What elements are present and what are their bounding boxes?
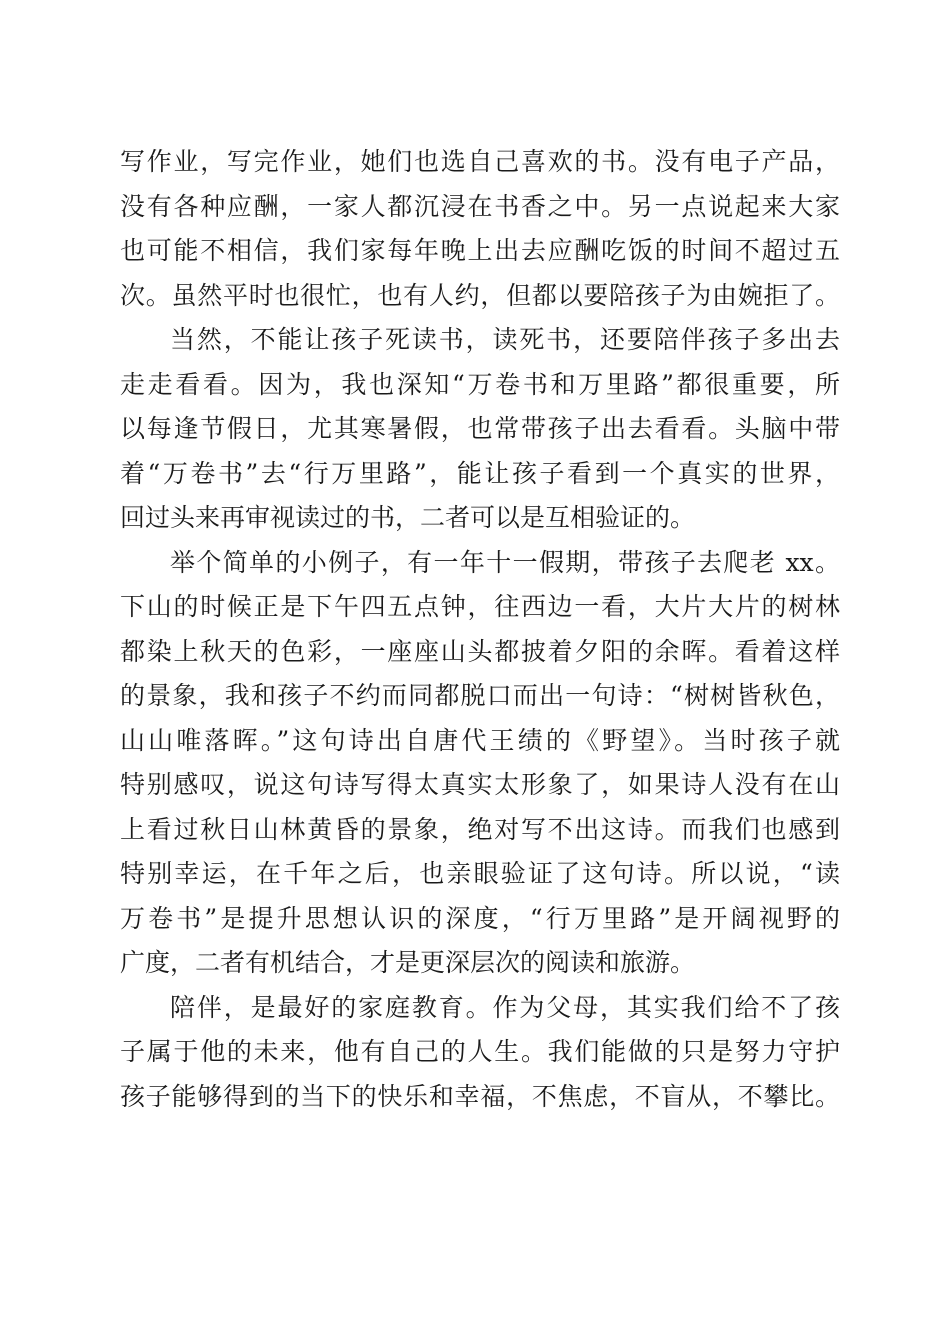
- paragraph-1-line-2: 没有各种应酬，一家人都沉浸在书香之中。另一点说起来大家: [120, 191, 840, 221]
- paragraph-1-line-4: 次。虽然平时也很忙，也有人约，但都以要陪孩子为由婉拒了。: [120, 280, 840, 310]
- paragraph-3-line-8: 特别幸运，在千年之后，也亲眼验证了这句诗。所以说，“读: [120, 859, 840, 888]
- paragraph-3-line-3: 都染上秋天的色彩，一座座山头都披着夕阳的余晖。看着这样: [120, 636, 840, 666]
- paragraph-3-line-6: 特别感叹，说这句诗写得太真实太形象了，如果诗人没有在山: [120, 770, 840, 799]
- paragraph-1-line-1: 写作业，写完作业，她们也选自己喜欢的书。没有电子产品，: [120, 147, 840, 176]
- paragraph-2-line-5: 回过头来再审视读过的书，二者可以是互相验证的。: [120, 503, 696, 532]
- paragraph-2-line-3: 以每逢节假日，尤其寒暑假，也常带孩子出去看看。头脑中带: [120, 414, 840, 443]
- paragraph-3-line-9: 万卷书”是提升思想认识的深度，“行万里路”是开阔视野的: [120, 903, 840, 933]
- paragraph-3-line-10: 广度，二者有机结合，才是更深层次的阅读和旅游。: [120, 948, 696, 977]
- paragraph-3-line-4: 的景象，我和孩子不约而同都脱口而出一句诗：“树树皆秋色，: [120, 681, 840, 710]
- paragraph-3-line-1: 举个简单的小例子，有一年十一假期，带孩子去爬老 xx。: [170, 547, 840, 577]
- paragraph-2-line-2: 走走看看。因为，我也深知“万卷书和万里路”都很重要，所: [120, 369, 840, 399]
- paragraph-2-line-4: 着“万卷书”去“行万里路”，能让孩子看到一个真实的世界，: [120, 458, 840, 488]
- paragraph-4-line-1: 陪伴，是最好的家庭教育。作为父母，其实我们给不了孩: [170, 992, 840, 1022]
- paragraph-2-line-1: 当然，不能让孩子死读书，读死书，还要陪伴孩子多出去: [170, 325, 840, 354]
- paragraph-3-line-5: 山山唯落晖。”这句诗出自唐代王绩的《野望》。当时孩子就: [120, 725, 840, 755]
- paragraph-4-line-2: 子属于他的未来，他有自己的人生。我们能做的只是努力守护: [120, 1037, 840, 1066]
- paragraph-4-line-3: 孩子能够得到的当下的快乐和幸福，不焦虑，不盲从，不攀比。: [120, 1081, 840, 1111]
- paragraph-3-line-2: 下山的时候正是下午四五点钟，往西边一看，大片大片的树林: [120, 592, 840, 621]
- body-text: [120, 140, 840, 1119]
- paragraph-3-line-7: 上看过秋日山林黄昏的景象，绝对写不出这诗。而我们也感到: [120, 814, 840, 844]
- paragraph-1-line-3: 也可能不相信，我们家每年晚上出去应酬吃饭的时间不超过五: [120, 236, 840, 265]
